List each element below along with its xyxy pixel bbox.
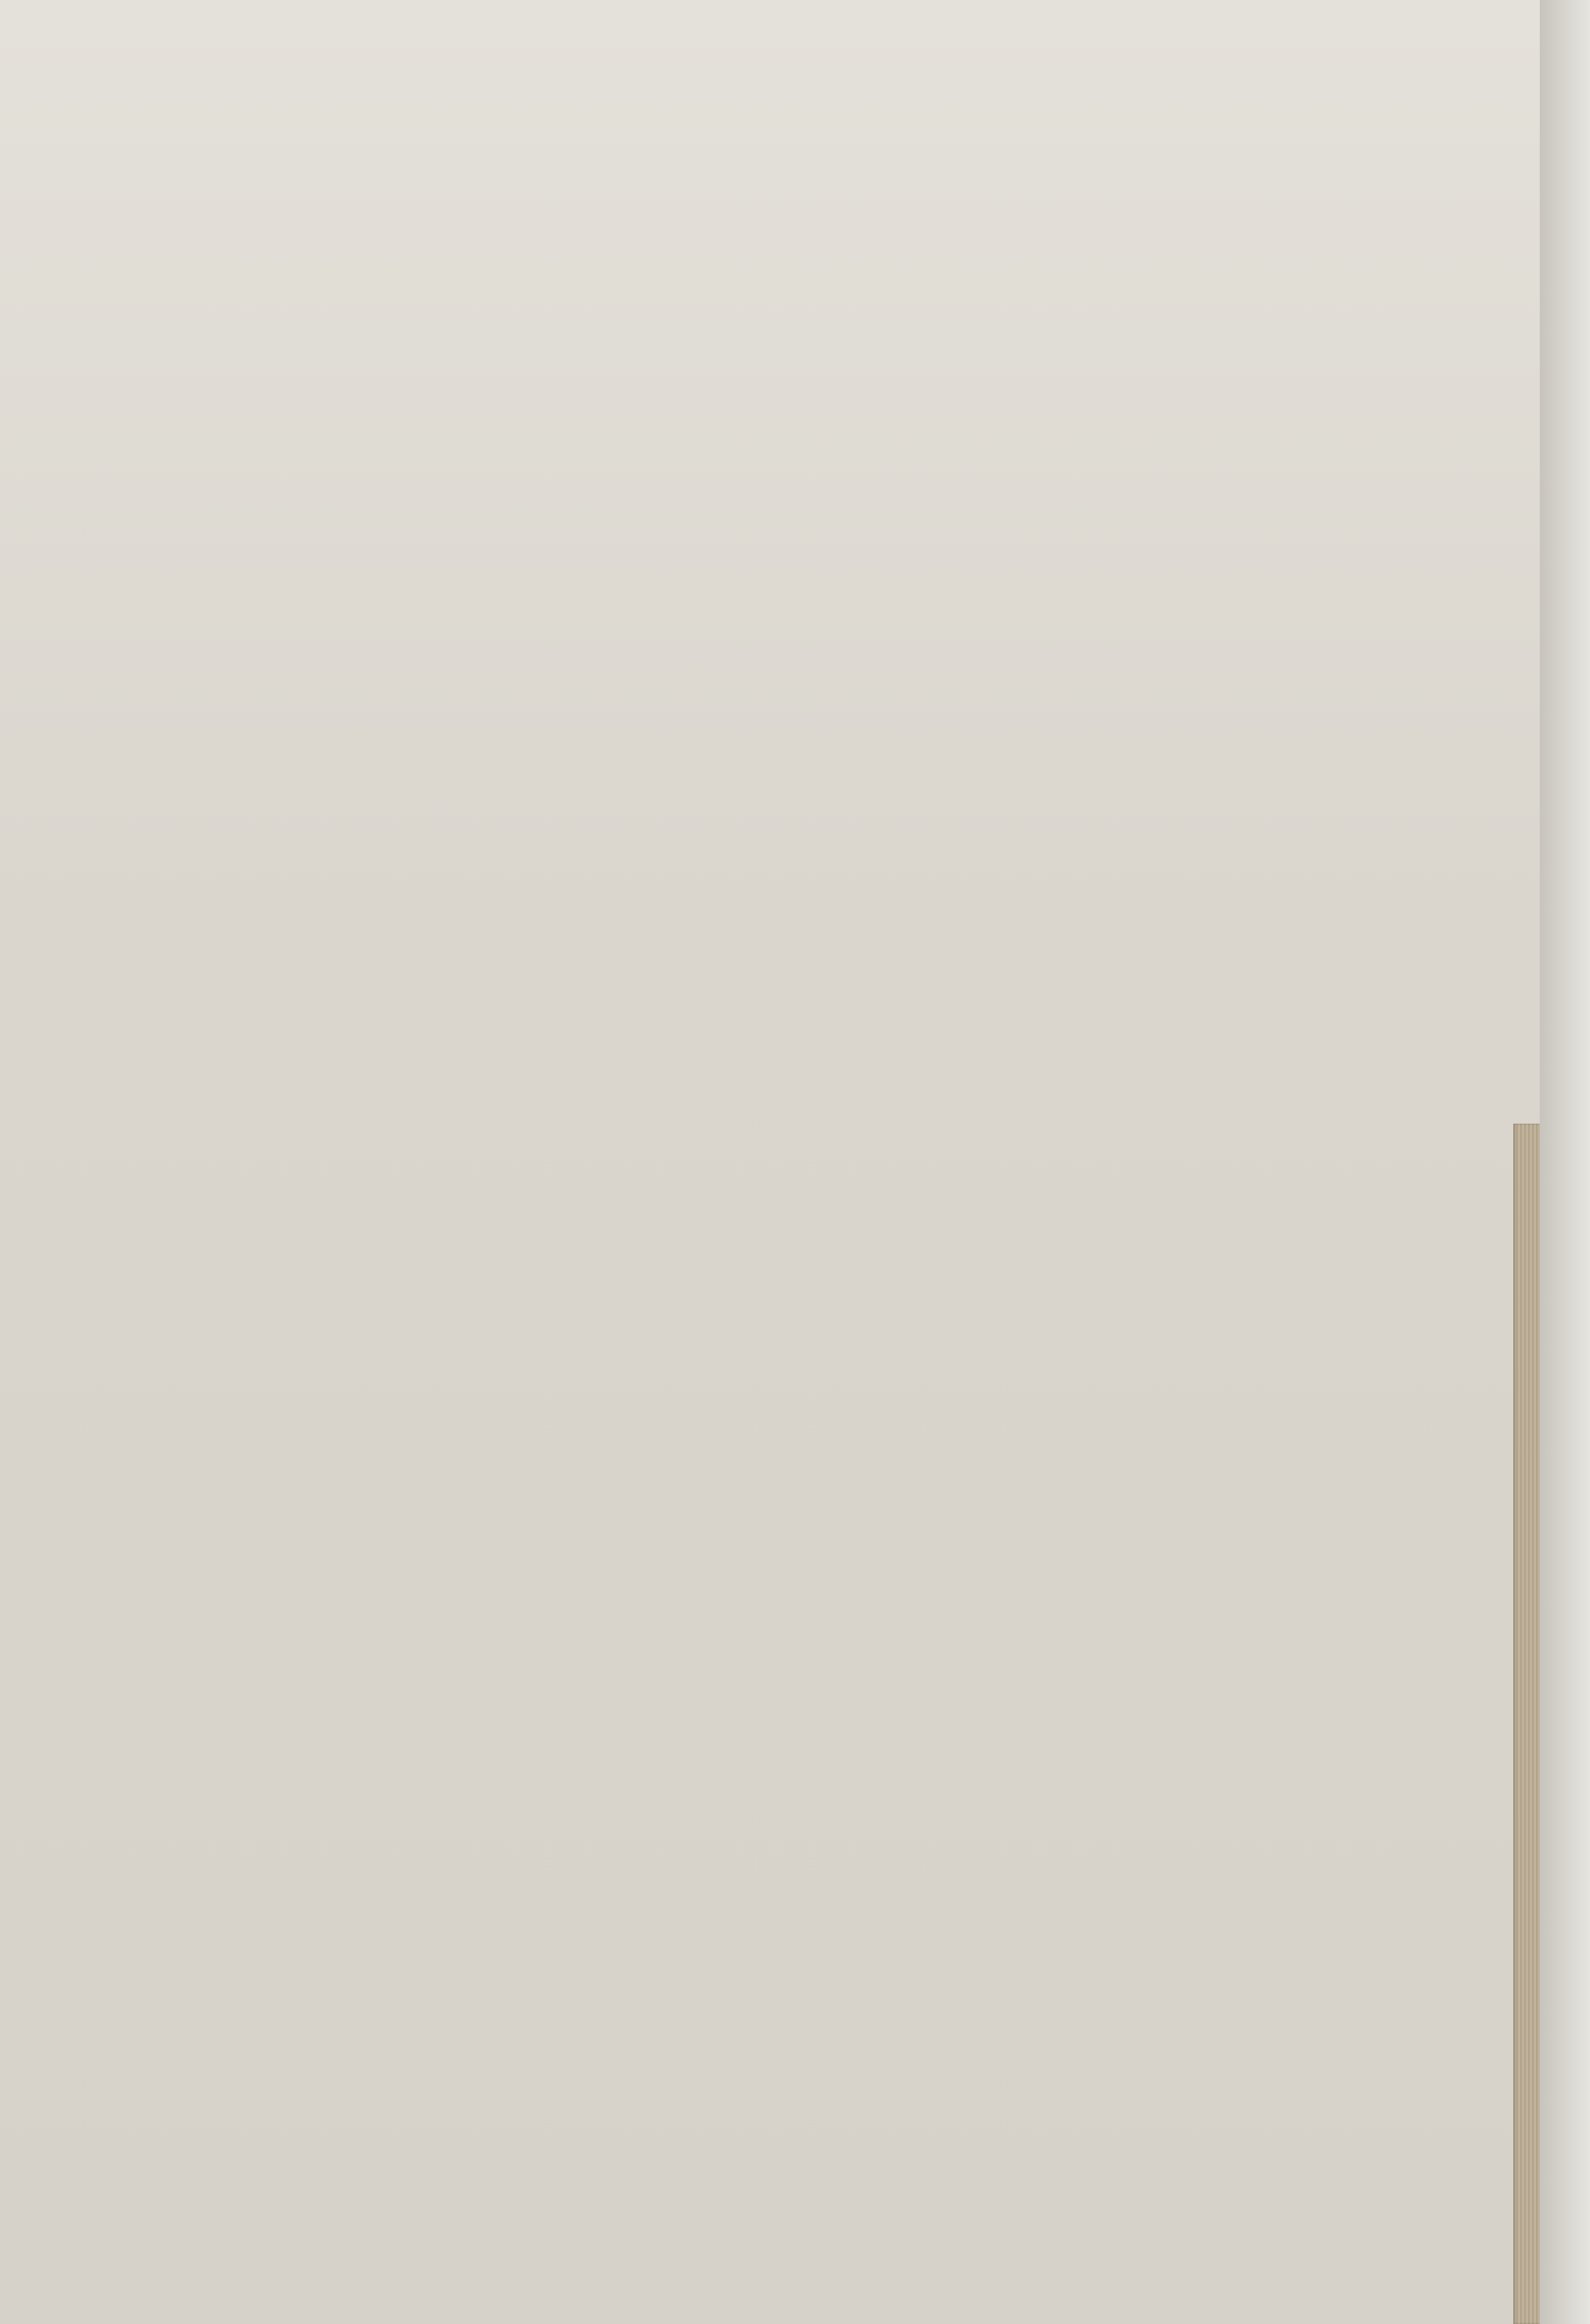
binding-tape — [1513, 1124, 1540, 2324]
body-text-top — [93, 40, 1533, 80]
page-edge — [1540, 0, 1590, 2324]
page-content — [88, 40, 1533, 245]
footnote-separator — [88, 168, 1516, 245]
section-heading — [341, 93, 1532, 182]
